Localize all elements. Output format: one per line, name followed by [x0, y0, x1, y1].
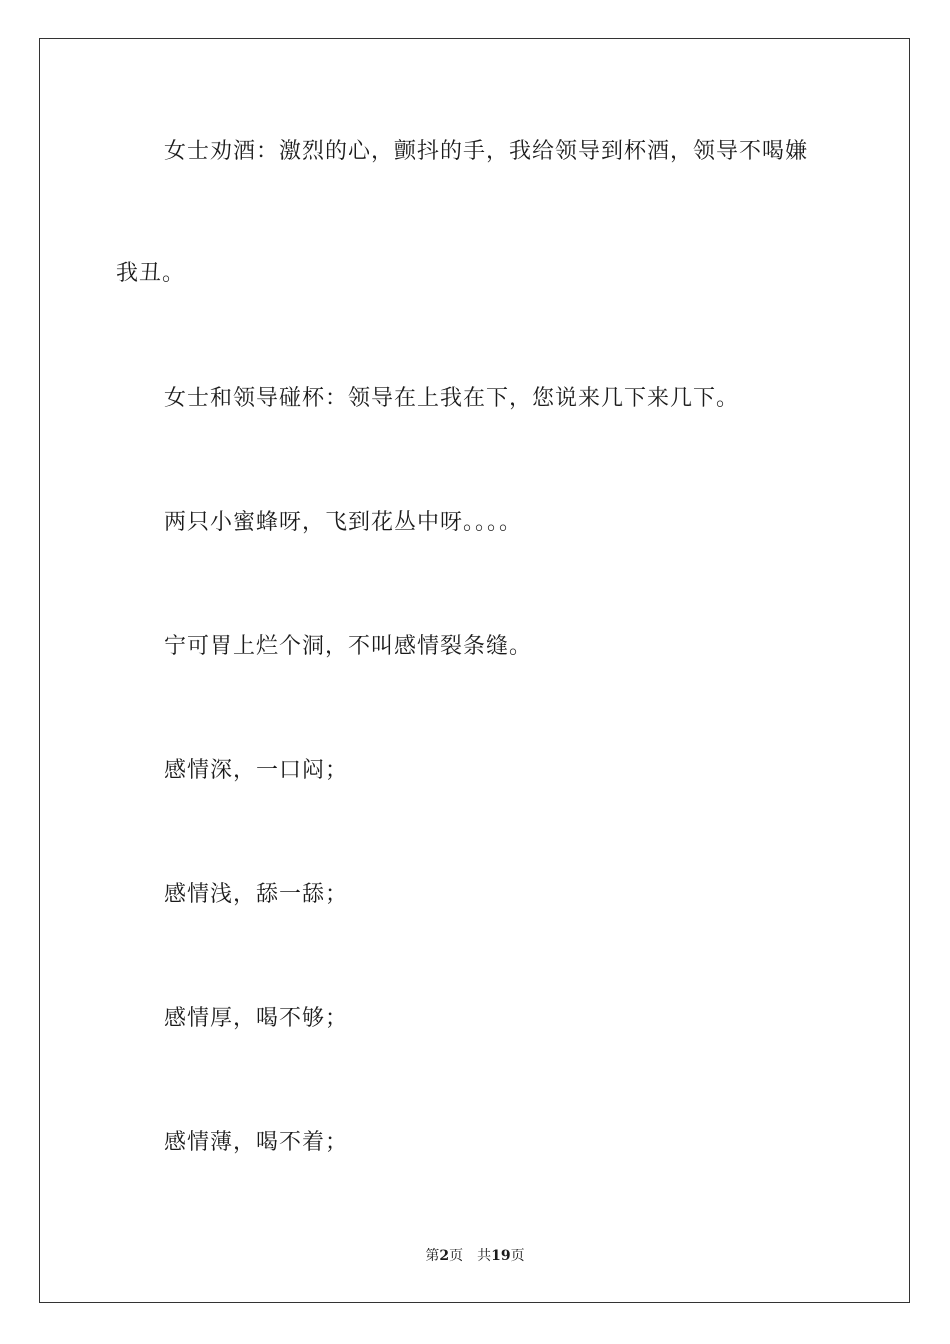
total-prefix: 共 — [477, 1248, 492, 1264]
paragraph-1-continuation: 我丑。 — [116, 261, 186, 286]
page-footer — [0, 1246, 950, 1266]
paragraph-1: 女士劝酒：激烈的心，颤抖的手，我给领导到杯酒，领导不喝嫌 — [164, 139, 809, 164]
page-number: 2 — [439, 1248, 450, 1264]
paragraph-2: 女士和领导碰杯：领导在上我在下，您说来几下来几下。 — [164, 386, 740, 411]
page-suffix: 页 — [449, 1248, 464, 1264]
paragraph-5: 感情深，一口闷； — [164, 758, 349, 783]
total-pages: 19 — [491, 1248, 511, 1264]
page-border — [39, 38, 910, 1303]
total-suffix: 页 — [510, 1248, 525, 1264]
paragraph-8: 感情薄，喝不着； — [164, 1130, 349, 1155]
page-prefix: 第 — [425, 1248, 440, 1264]
paragraph-6: 感情浅，舔一舔； — [164, 882, 349, 907]
paragraph-3: 两只小蜜蜂呀，飞到花丛中呀。。。。 — [164, 510, 523, 535]
paragraph-7: 感情厚，喝不够； — [164, 1006, 349, 1031]
paragraph-4: 宁可胃上烂个洞，不叫感情裂条缝。 — [164, 634, 533, 659]
